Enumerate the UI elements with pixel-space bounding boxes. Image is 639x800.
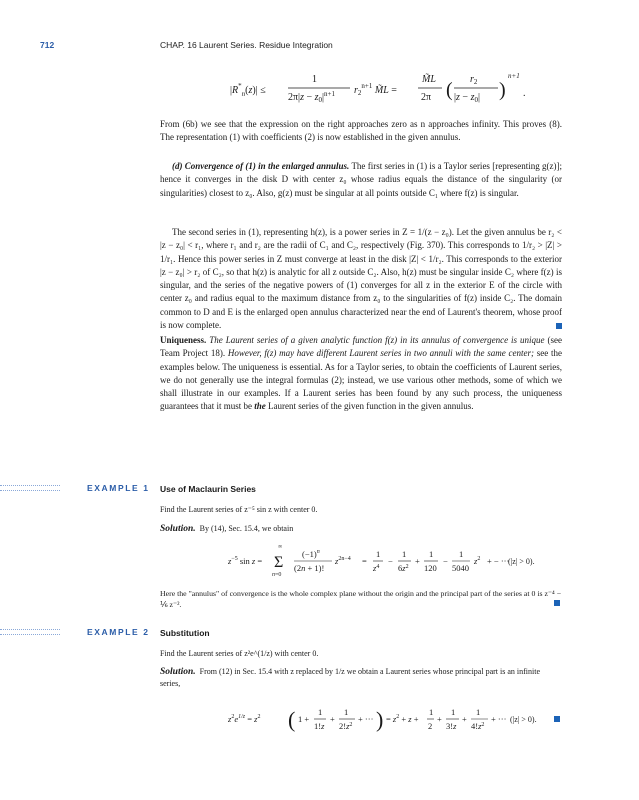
example-1-rule xyxy=(0,485,60,486)
example-1-rule-2 xyxy=(0,490,60,491)
svg-text:+ ···: + ··· xyxy=(491,714,507,724)
svg-text:n=0: n=0 xyxy=(272,572,282,578)
uniqueness-heading: Uniqueness. xyxy=(160,335,207,345)
svg-text:z2n−4: $z^{2n-4}$ xyxy=(335,556,351,566)
uniqueness-end: Laurent series of the given function in the given annulus. xyxy=(268,401,474,412)
svg-text:2π: 2π xyxy=(421,92,432,103)
example-2-title: Substitution xyxy=(160,628,210,638)
uniqueness-the: the xyxy=(254,401,266,412)
svg-text:1: 1 xyxy=(318,707,323,717)
example-2-label: EXAMPLE 2 xyxy=(87,627,150,637)
svg-text:+ ···: + ··· xyxy=(358,714,374,724)
svg-text:): ) xyxy=(376,707,384,732)
end-of-example-1-icon xyxy=(554,600,560,606)
svg-text:=: = xyxy=(362,556,367,566)
section-d-body: The first series in (1) is a Taylor series [representing g(z)]; hence it converges in the disk D with center z₀ whose radius equals the distance of the singularity (or singularities) closest to z₀. Also, g(z) must be singular at all points outside C₁ where f(z) is singular. xyxy=(160,161,562,198)
svg-text:1: 1 xyxy=(429,707,434,717)
svg-text:120: 120 xyxy=(424,563,437,573)
svg-text:(−1)n: $(-1)^n$ xyxy=(302,549,320,559)
example-1-solution xyxy=(160,523,562,535)
svg-text:(: ( xyxy=(446,79,453,101)
uniqueness-body: see the examples below. The uniqueness is essential. As for a Taylor series, to obtain the coefficients of Laurent series, we do not generally use the integral formulas (2); instead, we use various other methods, some of which we shall illustrate in our examples. If a Laurent series has been found by any such process, the uniqueness guarantees that it must be xyxy=(160,348,562,412)
example-2-task: Find the Laurent series of z²e^(1/z) with center 0. xyxy=(160,649,319,658)
svg-text:): ) xyxy=(499,79,506,101)
uniqueness-italic-1: The Laurent series of a given analytic function f(z) in its annulus of convergence is unique xyxy=(209,335,545,345)
svg-text:r2n+1 M̃L =: $r_2^{n+1}$ M̃L = xyxy=(354,82,397,97)
svg-text:1!z: 1!z xyxy=(314,721,325,731)
svg-text:6z2: $6z^2$ xyxy=(398,563,409,573)
svg-text:1: 1 xyxy=(459,549,464,559)
svg-text:2: 2 xyxy=(428,721,433,731)
paragraph-3 xyxy=(160,226,562,332)
section-d-heading: (d) Convergence of (1) in the enlarged annulus. xyxy=(172,161,350,171)
svg-text:∞: ∞ xyxy=(278,544,283,550)
svg-text:1: 1 xyxy=(451,707,456,717)
example-2-condition: (|z| > 0). xyxy=(510,715,537,724)
example-2-rule-2 xyxy=(0,634,60,635)
svg-text:|R*n(z)| ≤: $|R^*_n(z)|$ ≤ xyxy=(230,82,266,98)
svg-text:+ − ···: + − ··· xyxy=(487,556,510,566)
svg-text:3!z: 3!z xyxy=(446,721,457,731)
example-2-solution-text: From (12) in Sec. 15.4 with z replaced by 1/z we obtain a Laurent series whose principal part is an infinite series, xyxy=(160,667,540,688)
svg-text:(: ( xyxy=(288,707,296,732)
example-2-rule xyxy=(0,629,60,630)
svg-text:1: 1 xyxy=(429,549,434,559)
page-number: 712 xyxy=(40,40,55,50)
svg-text:1: 1 xyxy=(344,707,349,717)
svg-text:5040: 5040 xyxy=(452,563,469,573)
paragraph-3-text: The second series in (1), representing h(z), is a power series in Z = 1/(z − z₀). Let the given annulus be r₂ < |z − z₀| < r₁, where r₁ and r₂ are the radii of C₁ and C₂, respectively (Fig. 370). This corresponds to 1/r₂ > |Z| > 1/r₁. Hence this power series in Z must converge at least in the disk |Z| < 1/r₂. This corresponds to the exterior |z − z₀| > r₂ of C₂, so that h(z) is analytic for all z outside C₂. Also, h(z) must be singular inside C₂ where f(z) is singular, and the series of the negative powers of (1) converges for all z in the exterior E of the circle with center z₀ and radius equal to the maximum distance from z₀ to the singularities of f(z) inside C₂. The domain common to D and E is the enlarged open annulus characterized near the end of Laurent's theorem, whose proof is now complete. xyxy=(160,227,562,331)
svg-text:z−5 sin z =: $z^{-5}$ sin z = xyxy=(228,556,263,566)
example-1-task: Find the Laurent series of z⁻⁵ sin z with center 0. xyxy=(160,505,318,514)
svg-text:+: + xyxy=(437,714,442,724)
svg-text:+: + xyxy=(462,714,467,724)
svg-text:1: 1 xyxy=(312,74,317,85)
example-1-solution-text: By (14), Sec. 15.4, we obtain xyxy=(199,524,294,533)
paragraph-d xyxy=(160,160,562,200)
top-formula xyxy=(230,68,530,110)
svg-text:4!z2: $4!z^2$ xyxy=(471,721,485,731)
svg-text:−: − xyxy=(443,556,448,566)
svg-text:1: 1 xyxy=(402,549,407,559)
svg-text:z2: $z^2$ xyxy=(474,556,481,566)
end-of-proof-icon xyxy=(556,323,562,329)
svg-text:1: 1 xyxy=(476,707,481,717)
svg-text:1 +: 1 + xyxy=(298,714,310,724)
svg-text:−: − xyxy=(388,556,393,566)
svg-text:Σ: Σ xyxy=(274,554,284,571)
uniqueness-ref: (see Team Project 18). xyxy=(160,335,562,359)
paragraph-uniqueness xyxy=(160,334,562,414)
svg-text:M̃L: M̃L xyxy=(422,74,436,85)
example-2-formula xyxy=(228,700,508,740)
svg-text:r2: $r_2$ xyxy=(470,74,478,86)
example-2-solution-label: Solution. xyxy=(160,667,196,677)
svg-text:2!z2: $2!z^2$ xyxy=(339,721,353,731)
example-1-label: EXAMPLE 1 xyxy=(87,483,150,493)
paragraph-1: From (6b) we see that the expression on the right approaches zero as n approaches infinity. This proves (8). The representation (1) with coefficients (2) is now established in the given annulus. xyxy=(160,119,562,143)
svg-text:+: + xyxy=(415,556,420,566)
svg-text:2π|z − z0|n+1: $2\pi|z - z_0|^{n+1}$ xyxy=(288,90,335,104)
svg-text:1: 1 xyxy=(376,549,381,559)
svg-text:(2n + 1)!: (2n + 1)! xyxy=(294,563,325,573)
svg-text:n+1: n+1 xyxy=(508,72,520,80)
svg-text:+: + xyxy=(330,714,335,724)
example-1-solution-label: Solution. xyxy=(160,524,196,534)
example-1-condition: (|z| > 0). xyxy=(508,557,535,566)
svg-text:= z2 + z +: = $z^2 + z$ + xyxy=(386,714,419,724)
uniqueness-italic-2: However, f(z) may have different Laurent series in two annuli with the same center; xyxy=(227,348,535,359)
svg-text:z2e1/z = z2: $z^2e^{1/z} = z^2$ xyxy=(228,714,261,724)
example-1-note: Here the "annulus" of convergence is the whole complex plane without the origin and the principal part of the series at 0 is z⁻⁴ − ⅙ z⁻². xyxy=(160,589,562,609)
chapter-title: CHAP. 16 Laurent Series. Residue Integration xyxy=(160,40,333,50)
example-1-title: Use of Maclaurin Series xyxy=(160,484,256,494)
svg-text:|z − z0|: $|z - z_0|$ xyxy=(454,92,480,104)
end-of-example-2-icon xyxy=(554,716,560,722)
example-2-solution xyxy=(160,666,562,689)
svg-text:z4: $z^4$ xyxy=(373,563,380,573)
svg-text:.: . xyxy=(523,88,526,99)
example-1-formula xyxy=(228,538,538,582)
